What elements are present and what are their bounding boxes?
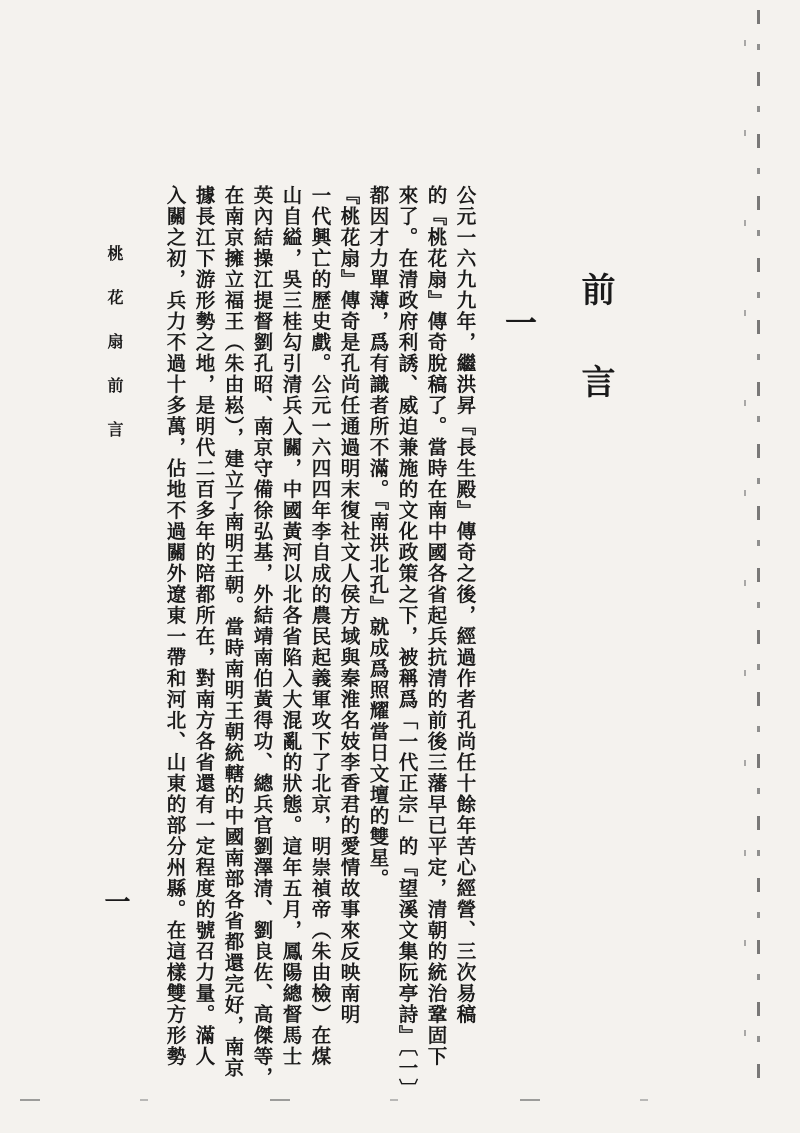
body-column-5: 『桃花扇』傳奇是孔尚任通過明末復社文人侯方域與秦淮名妓李香君的愛情故事來反映南明	[337, 185, 361, 1025]
page-title-char-2: 言	[575, 364, 615, 398]
body-column-1: 公元一六九九年，繼洪昇『長生殿』傳奇之後，經過作者孔尚任十餘年苦心經營、三次易稿	[453, 185, 477, 1025]
body-column-7: 山自縊，吳三桂勾引清兵入關，中國黃河以北各省陷入大混亂的狀態。這年五月，鳳陽總督馬士	[279, 185, 303, 1067]
body-column-6: 一代興亡的歷史戲。公元一六四四年李自成的農民起義軍攻下了北京，明崇禎帝（朱由檢）在煤	[308, 185, 332, 1067]
body-column-4: 都因才力單薄，爲有識者所不滿。『南洪北孔』就成爲照耀當日文壇的雙星。	[366, 185, 390, 890]
scan-edge-artifact	[744, 10, 746, 1090]
body-column-8: 英內結操江提督劉孔昭、南京守備徐弘基，外結靖南伯黃得功、總兵官劉澤清、劉良佐、高傑等，	[250, 185, 274, 1088]
body-column-2: 的『桃花扇』傳奇脫稿了。當時在南中國各省起兵抗清的前後三藩早已平定，清朝的統治鞏固下	[424, 185, 448, 1067]
page-number: 一	[100, 888, 130, 914]
running-head: 桃花扇前言	[105, 245, 124, 465]
scan-bottom-artifact	[20, 1099, 760, 1101]
body-column-3: 來了。在清政府利誘、威迫兼施的文化政策之下，被稱爲「一代正宗」的『望溪文集阮亭詩』〔一〕	[395, 185, 419, 1100]
body-column-11: 入關之初，兵力不過十多萬，佔地不過關外遼東一帶和河北、山東的部分州縣。在這樣雙方形勢	[163, 185, 187, 1067]
scan-edge-artifact	[757, 10, 760, 1090]
page-title-char-1: 前	[575, 272, 615, 306]
body-column-10: 據長江下游形勢之地，是明代二百多年的陪都所在，對南方各省還有一定程度的號召力量。滿人	[192, 185, 216, 1067]
body-column-9: 在南京擁立福王（朱由崧），建立了南明王朝。當時南明王朝統轄的中國南部各省都還完好，南京	[221, 185, 245, 1079]
section-number: 一	[500, 306, 538, 338]
